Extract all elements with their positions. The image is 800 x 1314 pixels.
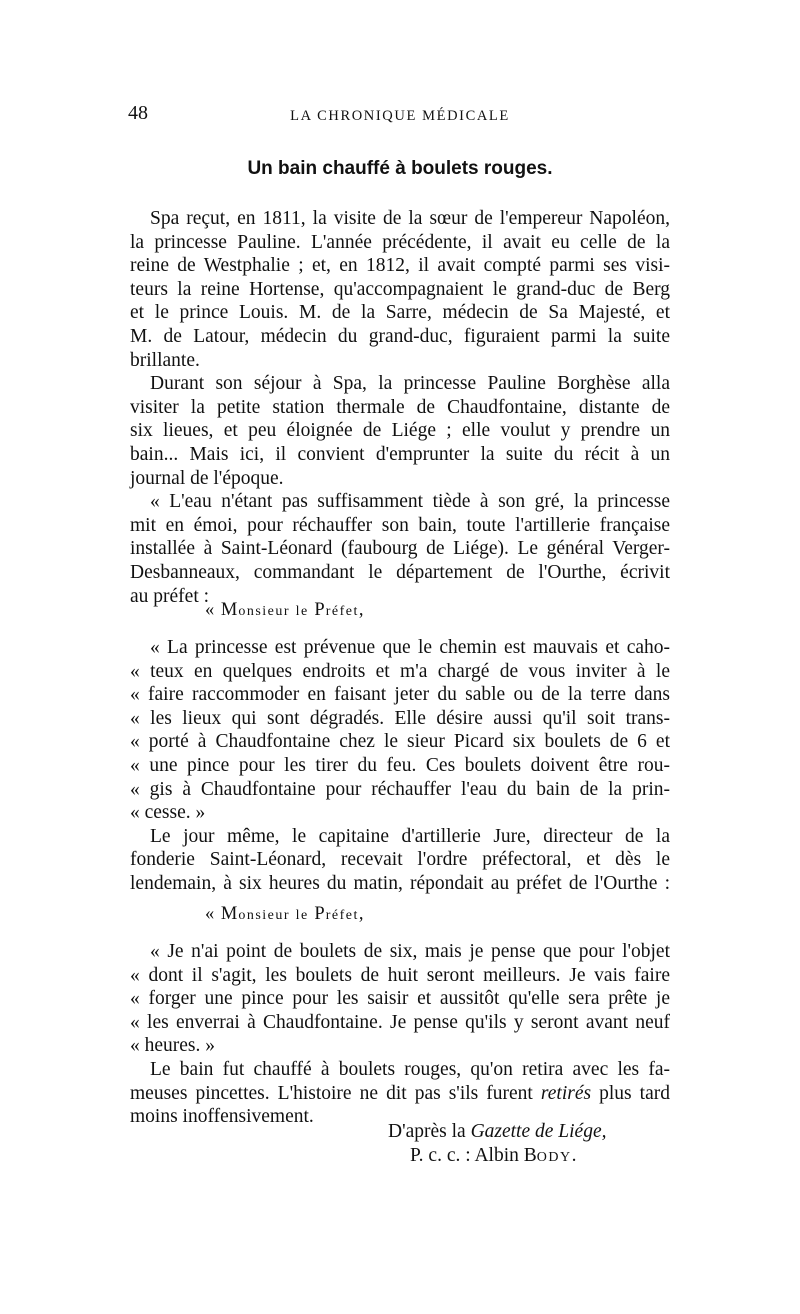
text-line: teurs la reine Hortense, qu'accompagnaient le grand-duc de Berg xyxy=(130,278,670,300)
text-line: Spa reçut, en 1811, la visite de la sœur de l'empereur Napoléon, xyxy=(150,208,670,229)
text-line: Le bain fut chauffé à boulets rouges, qu'on retira avec les fa- xyxy=(150,1058,670,1080)
salutation-refet: réfet xyxy=(325,908,359,923)
closing-pre: meuses pincettes. L'histoire ne dit pas s'ils furent xyxy=(130,1082,541,1104)
salutation-onsieur: onsieur xyxy=(238,604,291,619)
text-line: reine de Westphalie ; et, en 1812, il avait compté parmi ses visi- xyxy=(130,255,670,277)
salutation-le: le xyxy=(295,908,309,923)
closing-post: plus tard xyxy=(591,1082,670,1104)
signature-pcc: P. c. c. : Albin B xyxy=(410,1145,537,1166)
signature-gazette: Gazette de Liége, xyxy=(470,1121,607,1142)
signature-end: . xyxy=(571,1145,577,1166)
article-title: Un bain chauffé à boulets rouges. xyxy=(247,158,553,179)
text-line: Desbanneaux, commandant le département de l'Ourthe, écrivit xyxy=(130,561,670,583)
text-line: fonderie Saint-Léonard, recevait l'ordre préfectoral, et dès le xyxy=(130,849,670,871)
text-line: visiter la petite station thermale de Chaudfontaine, distante de xyxy=(130,396,670,418)
salutation-open: « xyxy=(205,904,221,924)
text-line: bain... Mais ici, il convient d'emprunter la suite du récit à un xyxy=(130,443,670,465)
text-line: « heures. » xyxy=(130,1035,216,1057)
text-line: au préfet : xyxy=(130,585,210,607)
text-line: « gis à Chaudfontaine pour réchauffer l'eau du bain de la prin- xyxy=(130,778,670,800)
text-line: et le prince Louis. M. de la Sarre, médecin de Sa Majesté, et xyxy=(130,302,670,324)
text-line: M. de Latour, médecin du grand-duc, figuraient parmi la suite xyxy=(130,325,670,347)
closing-emphasis: retirés xyxy=(540,1082,592,1104)
text-line: « une pince pour les tirer du feu. Ces boulets doivent être rou- xyxy=(130,754,670,776)
intro-text xyxy=(130,207,670,608)
text-line: mit en émoi, pour réchauffer son bain, toute l'artillerie française xyxy=(130,514,670,536)
text-line: « L'eau n'étant pas suffisamment tiède à son gré, la princesse xyxy=(150,491,670,513)
text-line: « Je n'ai point de boulets de six, mais je pense que pour l'objet xyxy=(150,941,670,962)
text-line: « teux en quelques endroits et m'a chargé de vous inviter à le xyxy=(130,660,670,682)
salutation-p: P xyxy=(314,600,326,620)
letter-two xyxy=(130,940,670,1129)
text-line xyxy=(130,1082,670,1106)
signature-source xyxy=(388,1121,788,1143)
text-line: installée à Saint-Léonard (faubourg de Liége). Le général Verger- xyxy=(130,538,670,560)
salutation-second xyxy=(205,904,364,925)
text-line: « La princesse est prévenue que le chemin est mauvais et caho- xyxy=(150,637,670,658)
salutation-first xyxy=(205,600,364,621)
text-line: « les lieux qui sont dégradés. Elle désire aussi qu'il soit trans- xyxy=(130,707,670,729)
signature-prefix: D'après la xyxy=(388,1121,471,1142)
text-line: la princesse Pauline. L'année précédente, il avait eu celle de la xyxy=(130,231,670,253)
salutation-m: M xyxy=(220,904,239,924)
salutation-refet: réfet xyxy=(325,604,359,619)
text-line: « les enverrai à Chaudfontaine. Je pense qu'ils y seront avant neuf xyxy=(130,1011,670,1033)
salutation-comma: , xyxy=(358,904,365,924)
text-line: « porté à Chaudfontaine chez le sieur Picard six boulets de 6 et xyxy=(130,731,670,753)
salutation-le: le xyxy=(295,604,309,619)
text-line: lendemain, à six heures du matin, répondait au préfet de l'Ourthe : xyxy=(130,872,670,894)
text-line: Le jour même, le capitaine d'artillerie Jure, directeur de la xyxy=(150,825,670,847)
signature-author xyxy=(410,1145,800,1167)
salutation-open: « xyxy=(205,600,221,620)
text-line: « dont il s'agit, les boulets de huit seront meilleurs. Je vais faire xyxy=(130,964,670,986)
text-line: « faire raccommoder en faisant jeter du sable ou de la terre dans xyxy=(130,684,670,706)
text-line: « cesse. » xyxy=(130,802,206,824)
letter-one xyxy=(130,636,670,896)
salutation-onsieur: onsieur xyxy=(238,908,291,923)
salutation-m: M xyxy=(220,600,239,620)
page-number: 48 xyxy=(128,102,148,124)
salutation-p: P xyxy=(314,904,326,924)
running-head: LA CHRONIQUE MÉDICALE xyxy=(290,108,510,124)
text-line: journal de l'époque. xyxy=(130,467,284,489)
text-line: brillante. xyxy=(130,349,200,371)
text-line: « forger une pince pour les saisir et aussitôt qu'elle sera prête je xyxy=(130,988,670,1010)
signature-name-sc: ODY xyxy=(536,1150,572,1165)
text-line: Durant son séjour à Spa, la princesse Pauline Borghèse alla xyxy=(150,373,670,395)
salutation-comma: , xyxy=(358,600,365,620)
text-line: six lieues, et peu éloignée de Liége ; elle voulut y prendre un xyxy=(130,420,670,442)
text-line: moins inoffensivement. xyxy=(130,1106,314,1128)
